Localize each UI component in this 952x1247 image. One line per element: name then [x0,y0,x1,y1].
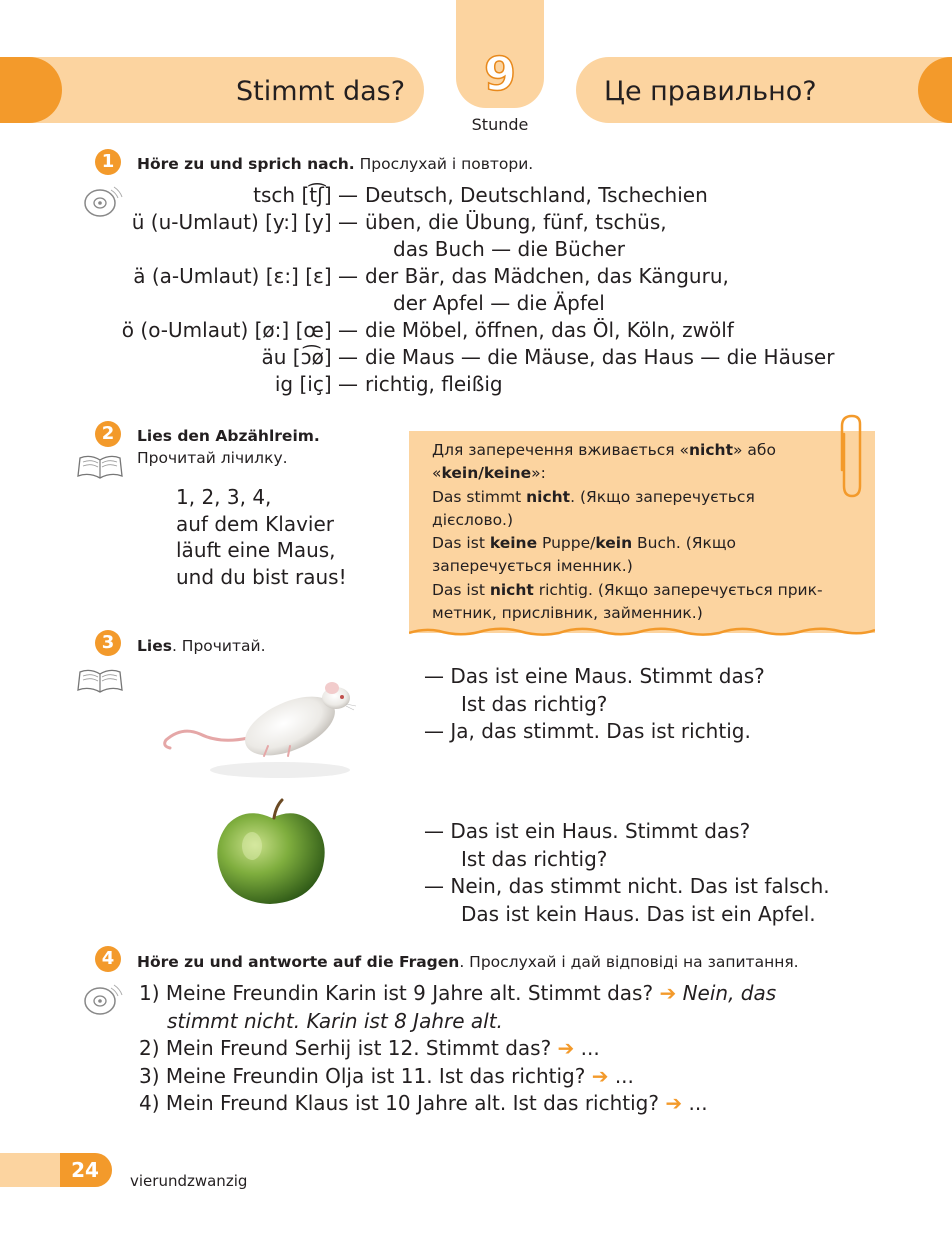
phonetic-examples: die Möbel, öffnen, das Öl, Köln, zwölf [365,318,734,342]
arrow-icon: ➔ [557,1036,575,1060]
dialog-mouse [424,663,765,746]
task-number-3: 3 [95,630,121,656]
question-item: 3) Meine Freundin Olja ist 11. Ist das richtig? ➔ ... [139,1063,634,1088]
phonetic-examples: der Apfel — die Äpfel [393,291,605,315]
phonetic-sound: ig [iç] — [274,372,358,396]
task1-heading [137,153,533,175]
page-number: 24 [71,1158,99,1182]
counting-rhyme [176,484,347,590]
book-icon [76,452,124,482]
title-de: Stimmt das? [236,76,406,107]
lesson-number: 9 [483,47,516,101]
rhyme-line: auf dem Klavier [176,511,335,536]
apple-picture [212,796,332,908]
phonetic-sound: äu [ɔ͡ø] — [261,345,358,369]
dialog-line: — Das ist ein Haus. Stimmt das? [424,819,751,843]
phonetic-sound: tsch [t͡ʃ] — [253,183,358,207]
phonetic-sound: ü (u-Umlaut) [y:] [y] — [131,210,358,234]
mouse-picture [160,668,360,780]
grammar-note-text: Для заперечення вживається «nicht» або «kein/keine»: Das stimmt nicht. (Якщо заперечується дієслово.) Das ist keine Puppe/kein Buch. (Якщо заперечується іменник.) Das ist nicht richtig. (Якщо заперечується прик- метник, прислівник, займенник.) [432,441,823,623]
dialog-line: Ist das richtig? [461,691,608,716]
page-number-word: vierundzwanzig [130,1172,248,1190]
task-number-2: 2 [95,421,121,447]
rhyme-line: und du bist raus! [176,564,347,589]
arrow-icon: ➔ [591,1063,609,1088]
phonetic-examples: üben, die Übung, fünf, tschüs, [365,210,667,234]
phonetic-examples: richtig, fleißig [365,372,503,396]
dialog-line: — Nein, das stimmt nicht. Das ist falsch. [424,874,830,898]
dialog-line: Ist das richtig? [461,846,608,871]
title-uk: Це правильно? [604,76,817,107]
question-item: 4) Mein Freund Klaus ist 10 Jahre alt. Ist das richtig? ➔ ... [139,1091,708,1115]
book-icon [76,666,124,696]
questions-list [139,980,879,1118]
task1-heading-uk: Прослухай і повтори. [354,155,534,173]
cd-audio-icon [80,982,124,1018]
rhyme-line: läuft eine Maus, [176,538,336,562]
dialog-line: — Das ist eine Maus. Stimmt das? [424,664,765,688]
phonetic-sound: ö (o-Umlaut) [ø:] [œ] — [121,318,358,342]
arrow-icon: ➔ [659,981,677,1005]
phonetic-sound: ä (a-Umlaut) [ɛ:] [ɛ] — [133,264,358,288]
question-item: 1) Meine Freundin Karin ist 9 Jahre alt. Stimmt das? ➔ Nein, das [139,981,777,1005]
task3-heading: Lies. Прочитай. [137,637,266,655]
dialog-apple [424,818,830,928]
rhyme-line: 1, 2, 3, 4, [176,485,272,509]
dialog-line: Das ist kein Haus. Das ist ein Apfel. [461,901,816,926]
lesson-label: Stunde [471,115,529,134]
task2-heading-de: Lies den Abzählreim. [137,427,320,445]
question-item: 2) Mein Freund Serhij ist 12. Stimmt das? ➔ ... [139,1036,600,1060]
phonetic-examples: das Buch — die Bücher [393,237,626,261]
phonetic-examples: die Maus — die Mäuse, das Haus — die Häuser [365,345,835,369]
task4-heading: Höre zu und antworte auf die Fragen. Прослухай і дай відповіді на запитання. [137,953,799,971]
task1-heading-de: Höre zu und sprich nach. [137,155,355,173]
task2-heading-uk: Прочитай лічилку. [137,449,288,467]
dialog-line: — Ja, das stimmt. Das ist richtig. [424,719,751,743]
phonetic-examples: der Bär, das Mädchen, das Känguru, [365,264,729,288]
task-number-1: 1 [95,149,121,175]
answer-example: stimmt nicht. Karin ist 8 Jahre alt. [167,1008,503,1033]
task-number-4: 4 [95,946,121,972]
phonetic-examples: Deutsch, Deutschland, Tschechien [365,183,708,207]
arrow-icon: ➔ [665,1091,683,1115]
